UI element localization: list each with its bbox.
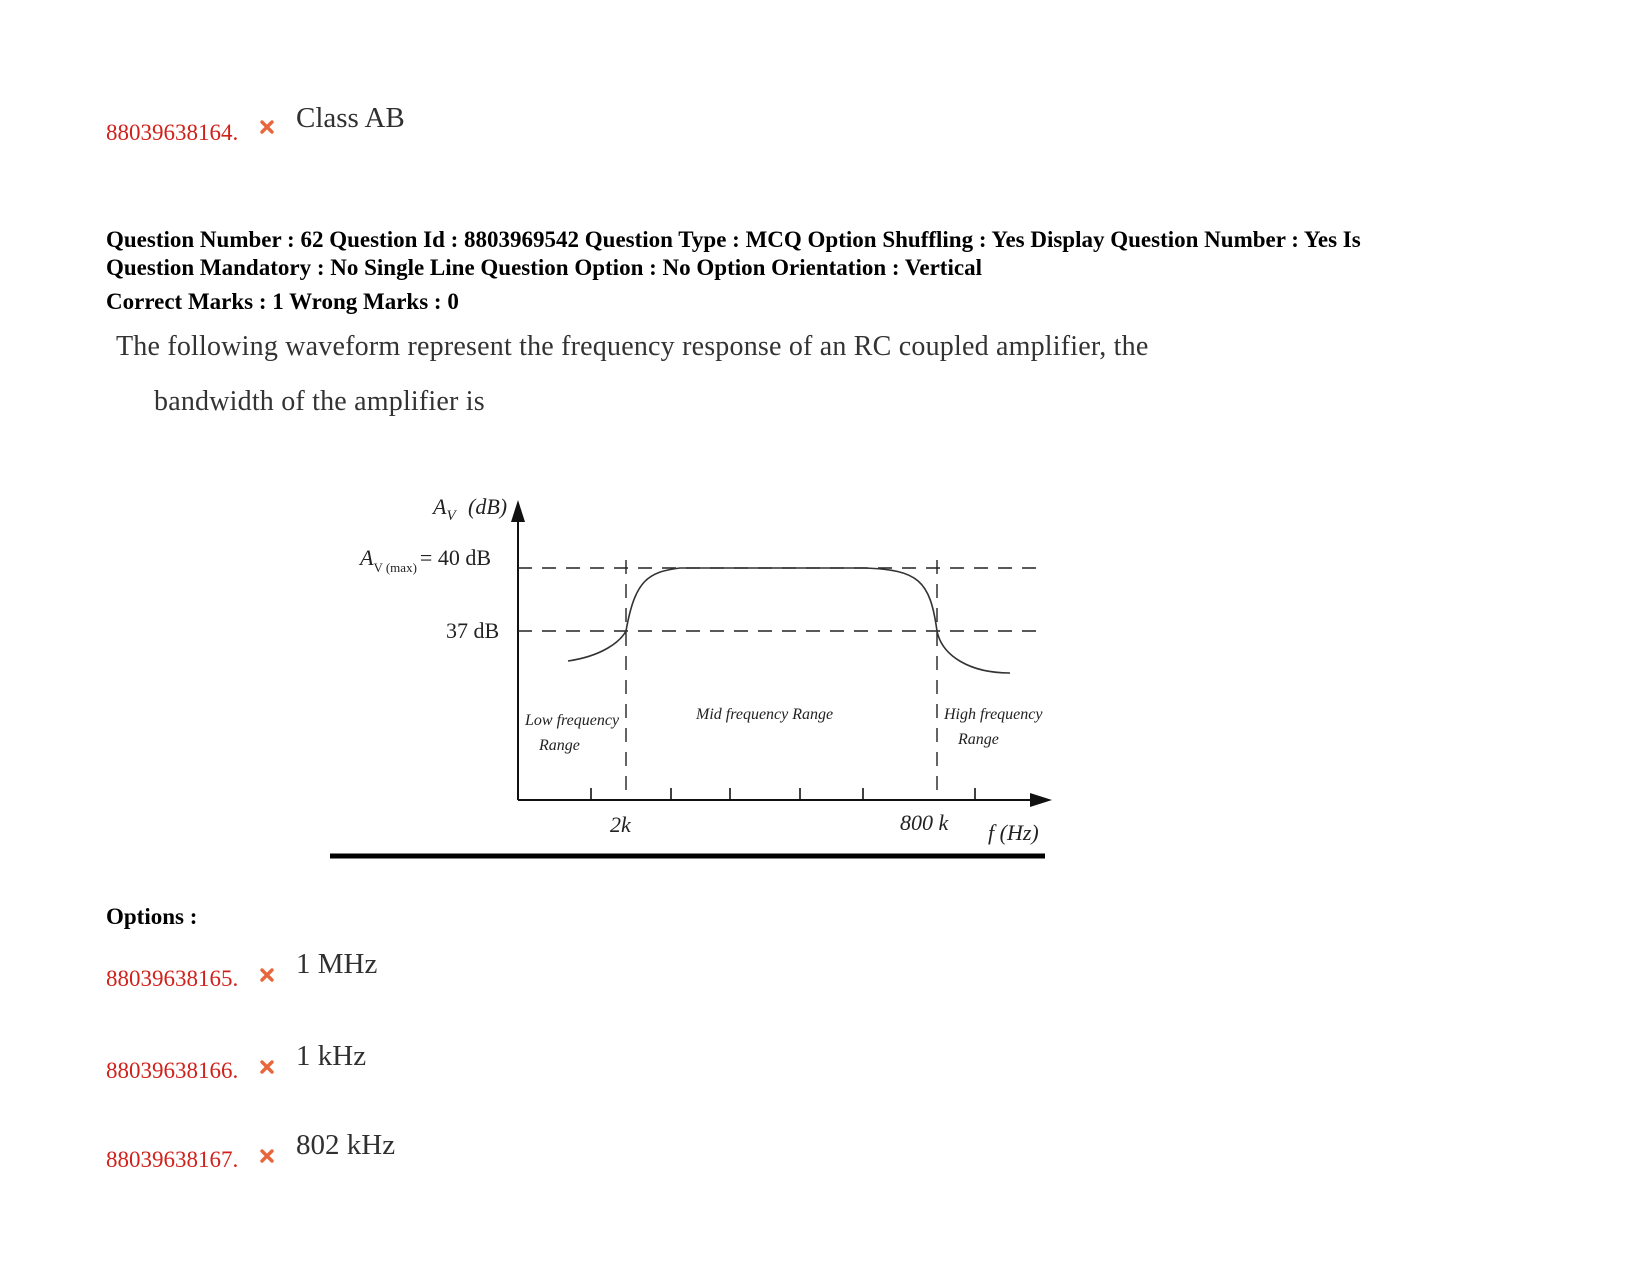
frequency-response-chart (330, 480, 1110, 890)
x-axis-label: f (Hz) (988, 820, 1039, 845)
x-tick-label-lower: 2k (610, 812, 631, 837)
option-id: 88039638167. (106, 1147, 239, 1172)
option-text: Class AB (296, 102, 405, 134)
cross-icon (260, 120, 274, 134)
question-text-line2: bandwidth of the amplifier is (154, 386, 485, 417)
options-label: Options : (106, 904, 198, 929)
response-curve (568, 568, 1010, 673)
marks-info: Correct Marks : 1 Wrong Marks : 0 (106, 289, 459, 314)
cross-icon (260, 1149, 274, 1163)
low-region-label-2: Range (539, 737, 580, 754)
question-text-line1: The following waveform represent the frequency response of an RC coupled amplifier, the (116, 331, 1149, 362)
x-tick-label-upper: 800 k (900, 810, 949, 835)
cross-icon (260, 1060, 274, 1074)
option-text: 802 kHz (296, 1129, 396, 1161)
max-gain-label: $A_{V (max)} = 40$ dB (360, 545, 491, 575)
question-meta-line1: Question Number : 62 Question Id : 8803969542 Question Type : MCQ Option Shuffling : Yes Display Question Number : Yes Is (106, 227, 1361, 252)
option-text: 1 MHz (296, 948, 378, 980)
high-region-label-1: High frequency (944, 706, 1043, 723)
cross-icon (260, 968, 274, 982)
y-axis-label: $A_V$ (433, 494, 456, 524)
y-axis-unit: (dB) (468, 494, 508, 519)
option-text: 1 kHz (296, 1040, 367, 1072)
option-id: 88039638164. (106, 120, 239, 145)
x-axis-arrow (1030, 793, 1052, 807)
mid-region-label: Mid frequency Range (696, 706, 834, 723)
y-axis-arrow (511, 500, 525, 522)
high-region-label-2: Range (958, 731, 999, 748)
cutoff-gain-label: 37 dB (446, 618, 500, 643)
question-meta-line2: Question Mandatory : No Single Line Question Option : No Option Orientation : Vertical (106, 255, 982, 280)
x-tick-marks (591, 788, 975, 800)
option-id: 88039638165. (106, 966, 239, 991)
low-region-label-1: Low frequency (525, 712, 620, 729)
option-id: 88039638166. (106, 1058, 239, 1083)
